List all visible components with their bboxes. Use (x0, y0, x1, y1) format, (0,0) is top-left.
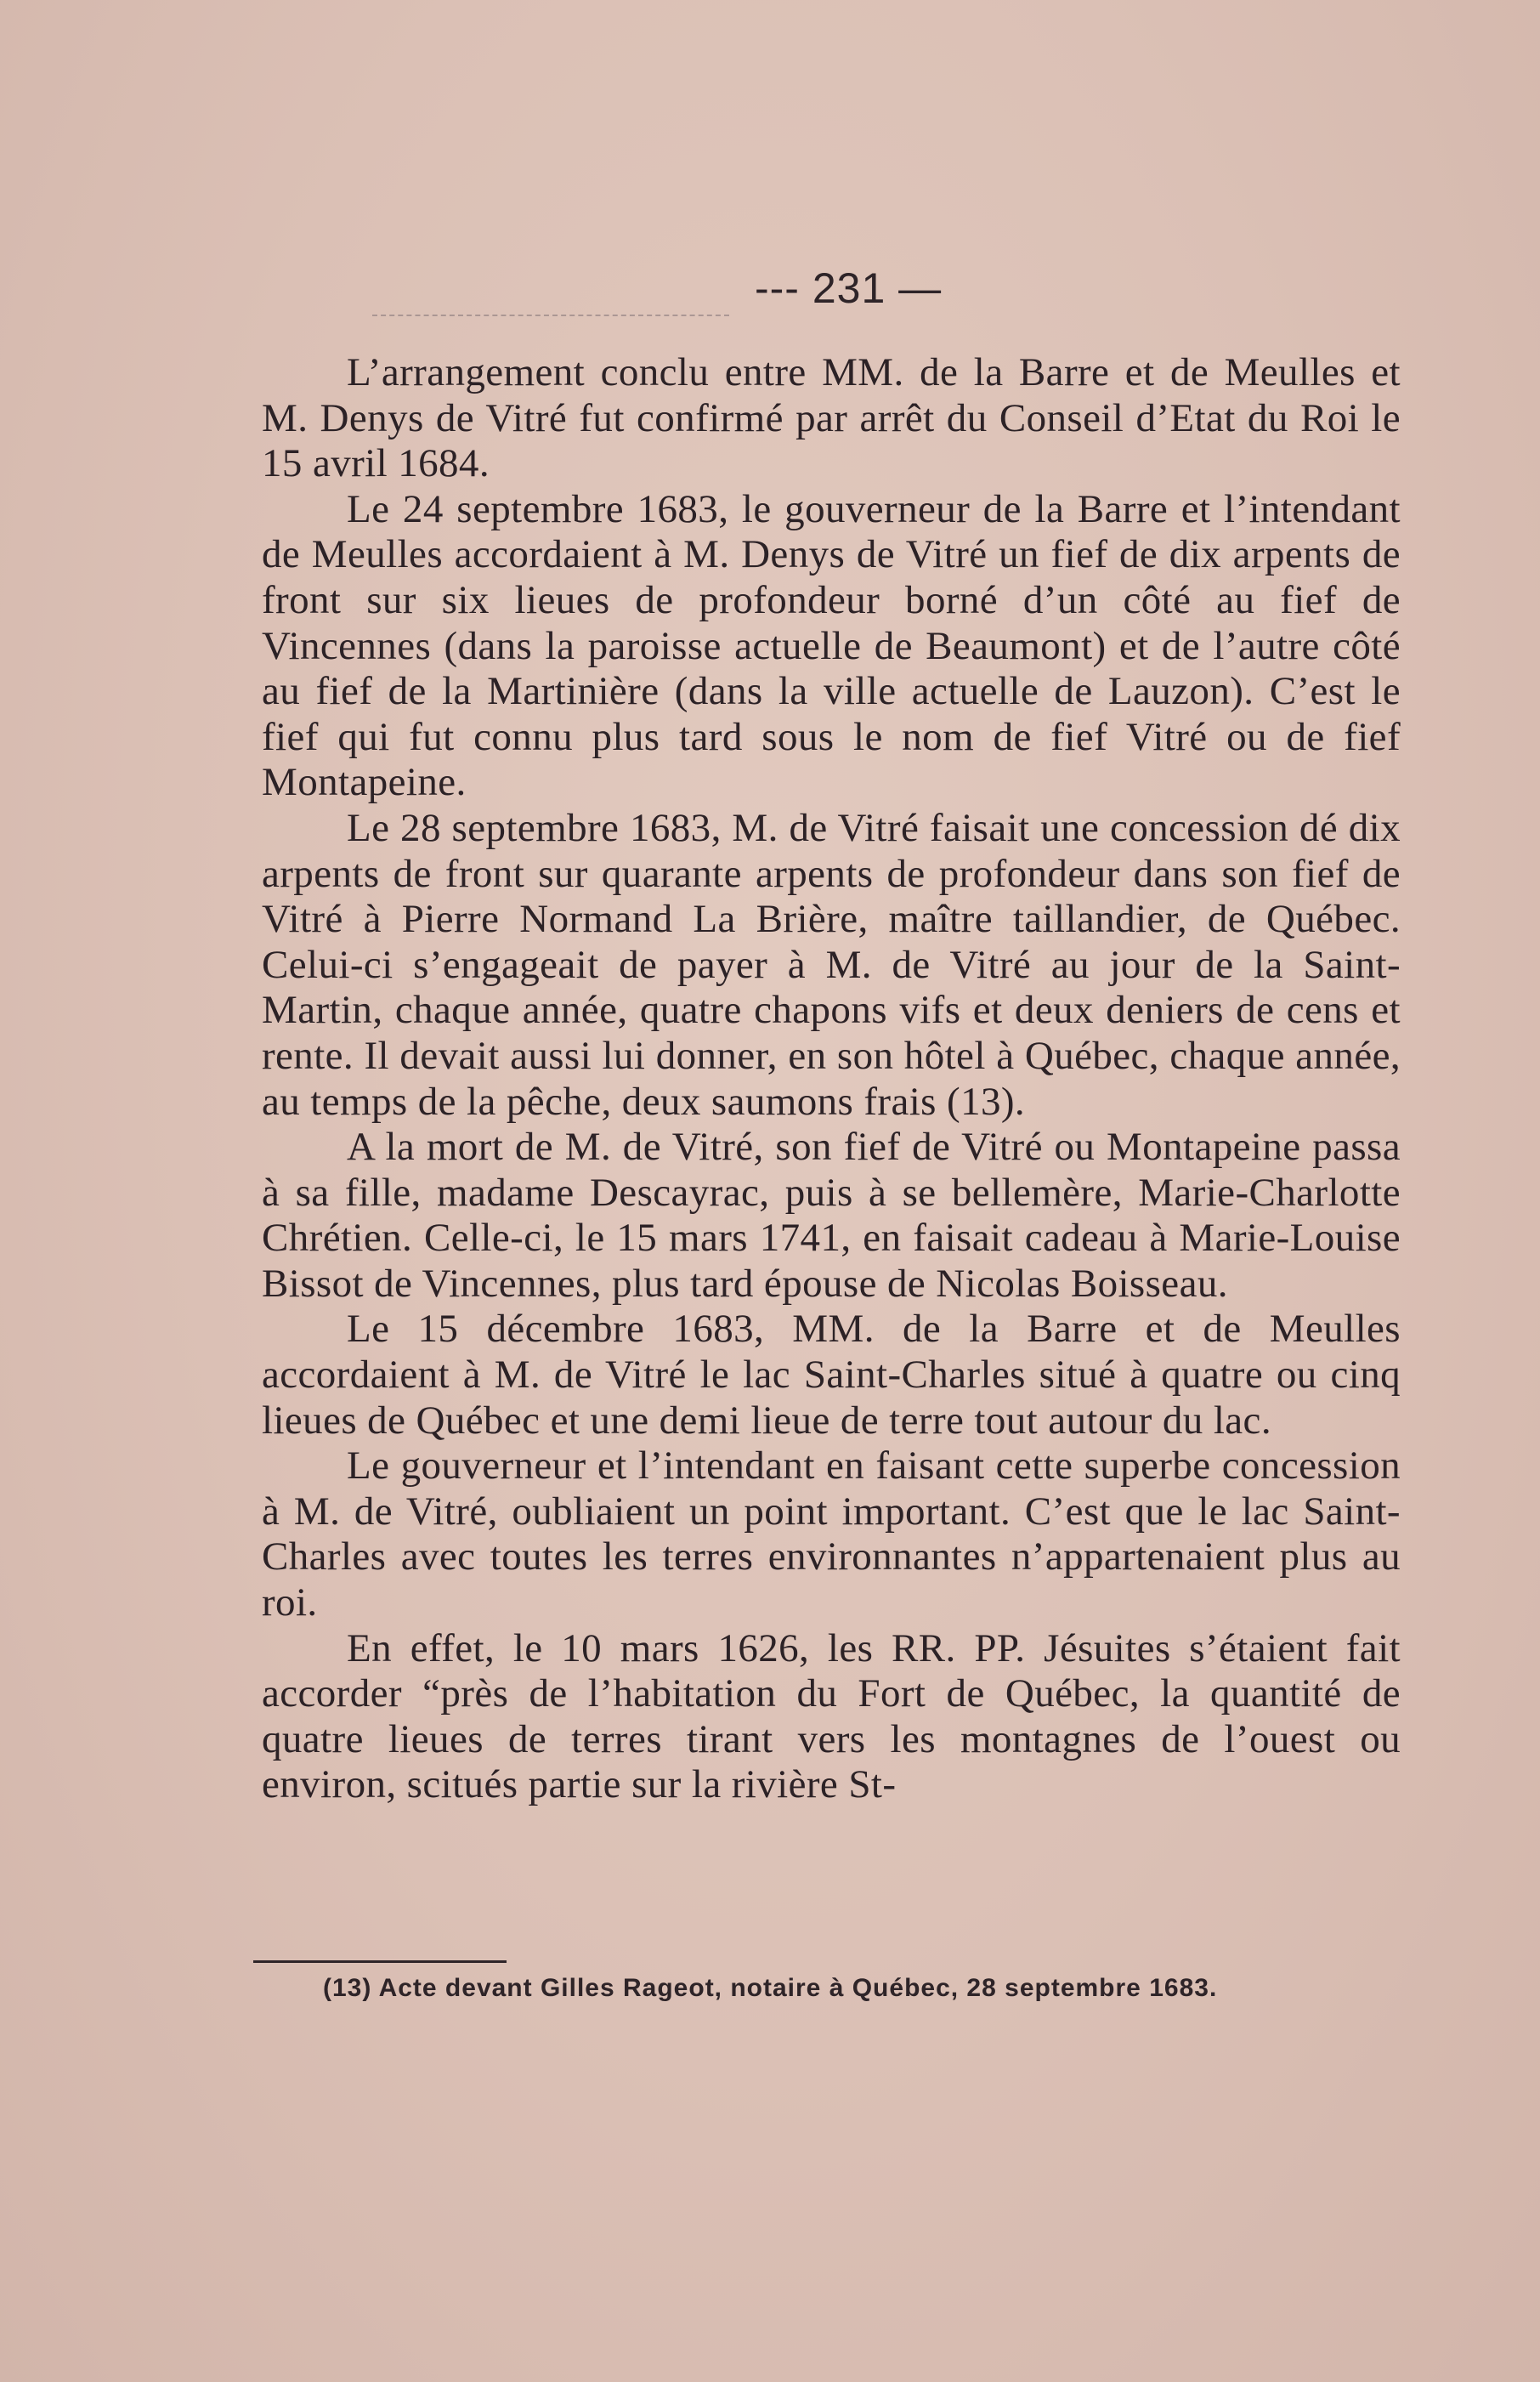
header-rule (372, 315, 729, 316)
paragraph-2: Le 24 septembre 1683, le gouverneur de la Barre et l’intendant de Meulles accordaient à M. Denys de Vitré un fief de dix arpents de front sur six lieues de profondeur borné d’un côté au fief de Vincennes (dans la paroisse actuelle de Beaumont) et de l’autre côté au fief de la Martinière (dans la ville actuelle de Lauzon). C’est le fief qui fut connu plus tard sous le nom de fief Vitré ou de fief Montapeine. (262, 486, 1401, 805)
body-text (262, 350, 1401, 1808)
footnote-rule (253, 1960, 507, 1963)
paragraph-3: Le 28 septembre 1683, M. de Vitré faisait une concession dé dix arpents de front sur quarante arpents de profondeur dans son fief de Vitré à Pierre Normand La Brière, maître taillandier, de Québec. Celui-ci s’engageait de payer à M. de Vitré au jour de la Saint-Martin, chaque année, quatre chapons vifs et deux deniers de cens et rente. Il devait aussi lui donner, en son hôtel à Québec, chaque année, au temps de la pêche, deux saumons frais (13). (262, 805, 1401, 1124)
page-number: --- 231 — (755, 264, 943, 312)
paragraph-7: En effet, le 10 mars 1626, les RR. PP. Jésuites s’étaient fait accorder “près de l’habitation du Fort de Québec, la quantité de quatre lieues de terres tirant vers les montagnes de l’ouest ou environ, scitués partie sur la rivière St- (262, 1625, 1401, 1807)
paragraph-1: L’arrangement conclu entre MM. de la Barre et de Meulles et M. Denys de Vitré fut confirmé par arrêt du Conseil d’Etat du Roi le 15 avril 1684. (262, 350, 1401, 486)
paragraph-6: Le gouverneur et l’intendant en faisant cette superbe concession à M. de Vitré, oubliaient un point important. C’est que le lac Saint-Charles avec toutes les terres environnantes n’appartenaient plus au roi. (262, 1443, 1401, 1625)
page-header (262, 255, 1367, 323)
paragraph-4: A la mort de M. de Vitré, son fief de Vitré ou Montapeine passa à sa fille, madame Descayrac, puis à se bellemère, Marie-Charlotte Chrétien. Celle-ci, le 15 mars 1741, en faisait cadeau à Marie-Louise Bissot de Vincennes, plus tard épouse de Nicolas Boisseau. (262, 1125, 1401, 1306)
paragraph-5: Le 15 décembre 1683, MM. de la Barre et de Meulles accordaient à M. de Vitré le lac Saint-Charles situé à quatre ou cinq lieues de Québec et une demi lieue de terre tout autour du lac. (262, 1307, 1401, 1443)
footnote: (13) Acte devant Gilles Rageot, notaire à Québec, 28 septembre 1683. (323, 1974, 1218, 2002)
